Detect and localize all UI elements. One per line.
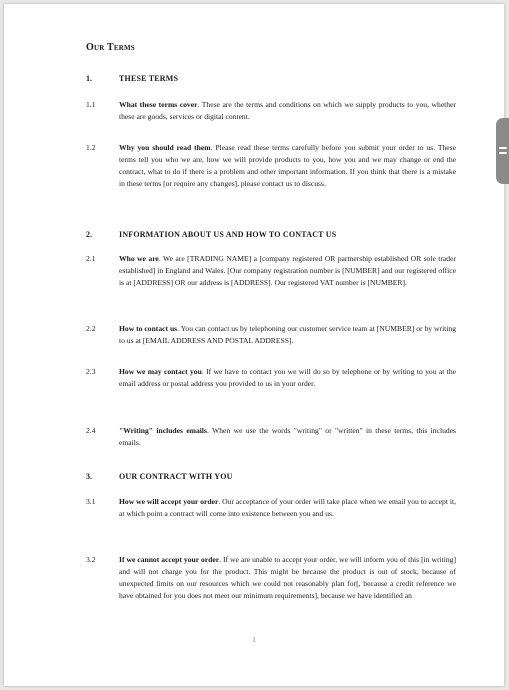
clause-body xyxy=(119,253,456,289)
section-number: 3. xyxy=(86,472,92,481)
clause-body xyxy=(119,425,456,449)
clause-text: . We are [TRADING NAME] a [company registered OR partnership established OR sole trader established] in England and Wales. [Our company registration number is [NUMBER] and our registered office is at [ADDRESS] OR our address is [ADDRESS]. Our registered VAT number is [NUMBER]. xyxy=(119,254,456,288)
page-number: 1 xyxy=(252,636,256,644)
clause-body xyxy=(119,142,456,190)
clause-lead: If we cannot accept your order xyxy=(119,555,220,564)
clause-lead: What these terms cover xyxy=(119,100,198,109)
document-title: Our Terms xyxy=(86,42,135,53)
clause-body xyxy=(119,323,456,347)
section-number: 1. xyxy=(86,74,92,83)
clause-lead: Who we are xyxy=(119,254,159,263)
clause-number: 2.2 xyxy=(86,324,96,333)
section-title: OUR CONTRACT WITH YOU xyxy=(119,472,233,481)
clause-number: 2.3 xyxy=(86,367,96,376)
clause-text: . These are the terms and conditions on which we supply products to you, whether these are goods, services or digital content. xyxy=(119,100,456,122)
clause-text: . When we use the words "writing" or "written" in these terms, this includes emails. xyxy=(119,426,456,448)
clause-number: 3.1 xyxy=(86,497,96,506)
drag-handle-icon xyxy=(499,145,507,157)
clause-text: . If we have to contact you we will do so by telephone or by writing to you at the email address or postal address you provided to us in your order. xyxy=(119,367,456,389)
clause-number: 3.2 xyxy=(86,555,96,564)
side-panel-handle[interactable] xyxy=(496,118,509,184)
clause-lead: How we will accept your order xyxy=(119,497,219,506)
document-page xyxy=(4,4,504,686)
clause-body xyxy=(119,554,456,602)
clause-text: . Our acceptance of your order will take place when we email you to accept it, at which point a contract will come into existence between you and us. xyxy=(119,497,456,519)
clause-lead: Why you should read them xyxy=(119,143,211,152)
clause-body xyxy=(119,366,456,390)
clause-number: 1.2 xyxy=(86,143,96,152)
clause-body xyxy=(119,496,456,520)
clause-number: 2.1 xyxy=(86,254,96,263)
clause-text: . Please read these terms carefully before you submit your order to us. These terms tell you who we are, how we will provide products to you, how you and we may change or end the contract, what to do if there is a problem and other important information. If you think that there is a mistake in these terms [or require any changes], please contact us to discuss. xyxy=(119,143,456,189)
clause-number: 2.4 xyxy=(86,426,96,435)
clause-number: 1.1 xyxy=(86,100,96,109)
clause-text: . You can contact us by telephoning our customer service team at [NUMBER] or by writing to us at [EMAIL ADDRESS AND POSTAL ADDRESS]. xyxy=(119,324,456,346)
clause-text: . If we are unable to accept your order, we will inform you of this [in writing] and will not charge you for the product. This might be because the product is out of stock, because of unexpected limits on our resources which we could not reasonably plan for[, because a credit reference we have obtained for you does not meet our minimum requirements], because we have identified an xyxy=(119,555,456,601)
section-number: 2. xyxy=(86,230,92,239)
clause-lead: "Writing" includes emails xyxy=(119,426,207,435)
clause-lead: How we may contact you xyxy=(119,367,202,376)
section-title: THESE TERMS xyxy=(119,74,179,83)
section-title: INFORMATION ABOUT US AND HOW TO CONTACT US xyxy=(119,230,337,239)
clause-lead: How to contact us xyxy=(119,324,178,333)
clause-body xyxy=(119,99,456,123)
